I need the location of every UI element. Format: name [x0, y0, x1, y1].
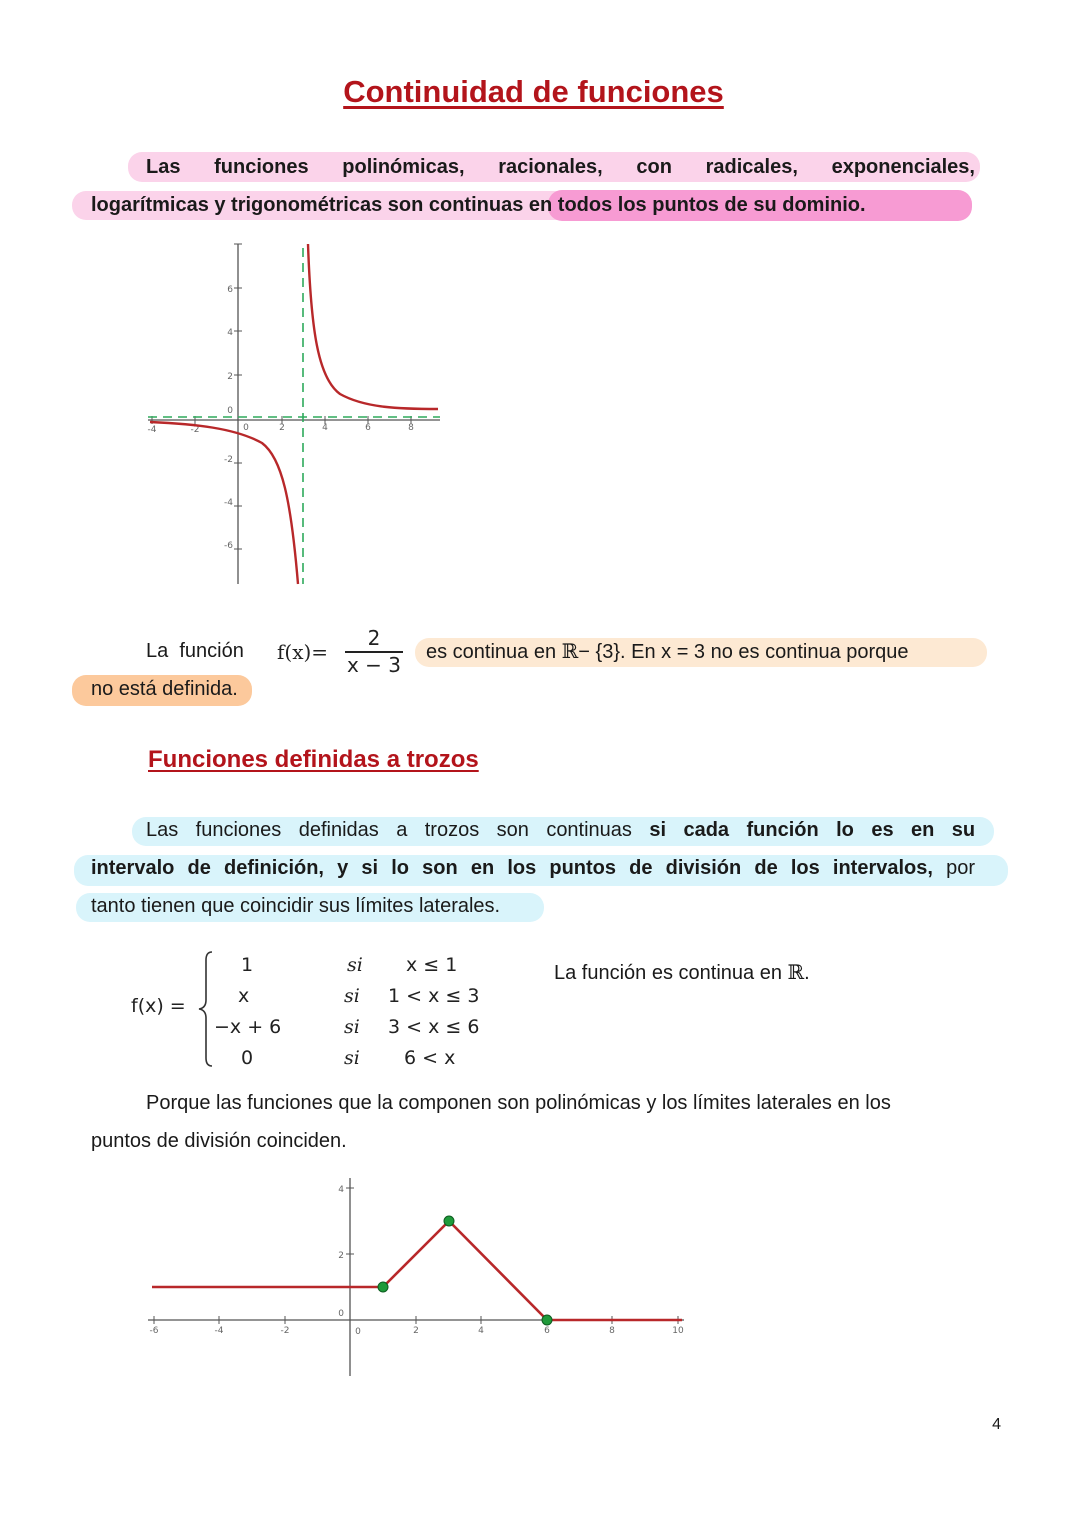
function-label: f(x)= — [277, 640, 329, 664]
piecewise-brace — [196, 950, 218, 1068]
intro-line-2: logarítmicas y trigonométricas son continuas en todos los puntos de su dominio. — [91, 194, 866, 216]
real-numbers-symbol: ℝ — [561, 639, 579, 663]
x-tick-label: 6 — [544, 1326, 550, 1336]
y-tick-label: -6 — [224, 541, 233, 551]
y-tick-label: 0 — [338, 1309, 344, 1319]
piecewise-line-2: intervalo de definición, y si lo son en los puntos de división de los intervalos, por — [91, 857, 975, 879]
section-subtitle: Funciones definidas a trozos — [148, 746, 479, 773]
fraction-denominator: x − 3 — [346, 652, 402, 677]
x-tick-label: 4 — [322, 423, 328, 433]
x-tick-label: 0 — [243, 423, 249, 433]
x-tick-label: -2 — [280, 1326, 290, 1336]
x-tick-label: -6 — [149, 1326, 159, 1336]
junction-point — [542, 1315, 552, 1325]
real-numbers-symbol: ℝ — [787, 960, 805, 984]
hyperbola-graph — [140, 236, 450, 588]
piecewise-f-label: f(x) = — [131, 995, 186, 1017]
x-tick-label: 2 — [279, 423, 285, 433]
example-continuity-text: es continua en ℝ− {3}. En x = 3 no es continua porque — [426, 639, 909, 663]
fraction — [343, 626, 405, 676]
y-tick-label: 0 — [227, 406, 233, 416]
intro-line-1: Las funciones polinómicas, racionales, con radicales, exponenciales, — [146, 156, 975, 178]
x-tick-label: 4 — [478, 1326, 484, 1336]
page-number: 4 — [992, 1416, 1001, 1433]
junction-point — [444, 1216, 454, 1226]
page-title: Continuidad de funciones — [343, 74, 724, 109]
x-tick-label: 0 — [355, 1327, 361, 1337]
piecewise-curve — [152, 1221, 682, 1320]
x-tick-label: -4 — [147, 425, 157, 435]
x-tick-label: 8 — [408, 423, 414, 433]
x-tick-label: 2 — [413, 1326, 419, 1336]
junction-point — [378, 1282, 388, 1292]
example-line-2: no está definida. — [91, 678, 238, 700]
example-pre-text: La función — [146, 640, 244, 662]
y-tick-label: -2 — [224, 455, 233, 465]
y-tick-label: 4 — [338, 1185, 344, 1195]
fraction-numerator: 2 — [367, 626, 381, 650]
y-tick-label: 2 — [227, 372, 233, 382]
x-tick-label: -2 — [190, 425, 200, 435]
x-tick-label: 10 — [672, 1326, 684, 1336]
piecewise-line-3: tanto tienen que coincidir sus límites laterales. — [91, 895, 501, 917]
continuity-note: La función es continua en ℝ. — [554, 960, 810, 984]
because-line-1: Porque las funciones que la componen son polinómicas y los límites laterales en los — [146, 1092, 891, 1114]
piecewise-graph — [140, 1172, 700, 1382]
hyperbola-right-branch — [308, 244, 438, 409]
because-line-2: puntos de división coinciden. — [91, 1130, 347, 1152]
x-tick-label: 6 — [365, 423, 371, 433]
y-tick-label: 4 — [227, 328, 233, 338]
y-tick-label: 6 — [227, 285, 233, 295]
x-tick-label: -4 — [214, 1326, 224, 1336]
y-tick-label: 2 — [338, 1251, 344, 1261]
x-tick-label: 8 — [609, 1326, 615, 1336]
piecewise-line-1: Las funciones definidas a trozos son continuas si cada función lo es en su — [146, 819, 976, 841]
y-tick-label: -4 — [224, 498, 233, 508]
